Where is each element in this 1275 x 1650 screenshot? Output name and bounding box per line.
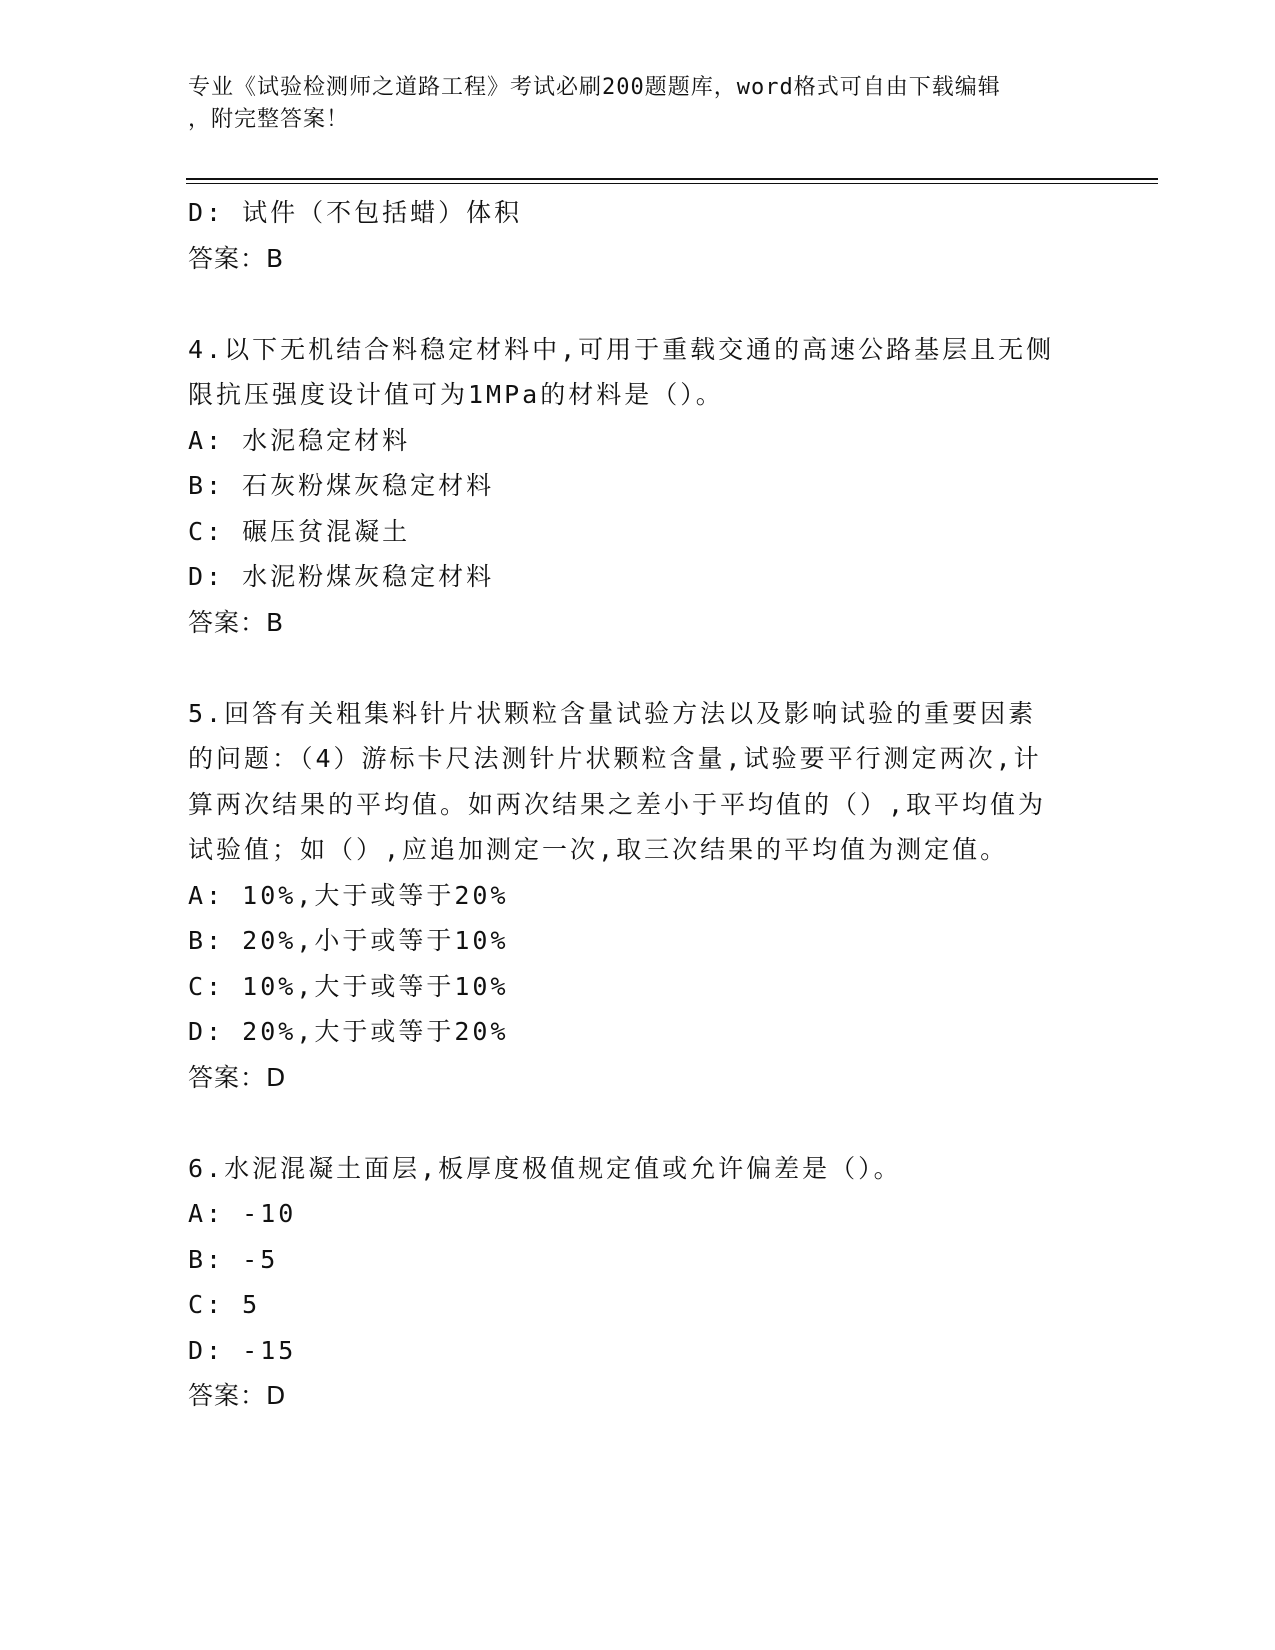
q4-option-b: B: 石灰粉煤灰稳定材料 bbox=[188, 471, 495, 500]
q4-text-line-2: 限抗压强度设计值可为1MPa的材料是（）。 bbox=[188, 380, 724, 409]
q5-option-c: C: 10%,大于或等于10% bbox=[188, 971, 509, 1001]
spacer bbox=[188, 645, 1088, 691]
header-divider-thin bbox=[186, 183, 1158, 184]
question-6 bbox=[188, 1146, 1088, 1419]
spacer bbox=[188, 281, 1088, 327]
header-divider-thick bbox=[186, 178, 1158, 180]
q4-answer: 答案：B bbox=[188, 607, 285, 637]
q6-option-c: C: 5 bbox=[188, 1290, 261, 1319]
q4-text-line-1: 4.以下无机结合料稳定材料中,可用于重载交通的高速公路基层且无侧 bbox=[188, 334, 1055, 364]
question-3-tail bbox=[188, 190, 1088, 281]
q6-option-d: D: -15 bbox=[188, 1335, 297, 1365]
q6-answer: 答案：D bbox=[188, 1381, 287, 1410]
q5-text-line-3: 算两次结果的平均值。如两次结果之差小于平均值的（）,取平均值为 bbox=[188, 789, 1047, 819]
question-4 bbox=[188, 327, 1088, 646]
q6-text-line-1: 6.水泥混凝土面层,板厚度极值规定值或允许偏差是（）。 bbox=[188, 1153, 902, 1183]
q5-answer: 答案：D bbox=[188, 1062, 287, 1092]
document-header bbox=[188, 72, 1078, 136]
q5-text-line-1: 5.回答有关粗集料针片状颗粒含量试验方法以及影响试验的重要因素 bbox=[188, 698, 1037, 728]
q6-option-b: B: -5 bbox=[188, 1244, 279, 1274]
q3-option-d: D: 试件（不包括蜡）体积 bbox=[188, 198, 523, 227]
q5-text-line-2: 的问题：（4）游标卡尺法测针片状颗粒含量,试验要平行测定两次,计 bbox=[188, 744, 1042, 773]
q5-text-line-4: 试验值；如（）,应追加测定一次,取三次结果的平均值为测定值。 bbox=[188, 835, 1009, 864]
q5-option-a: A: 10%,大于或等于20% bbox=[188, 880, 509, 910]
header-line-1: 专业《试验检测师之道路工程》考试必刷200题题库，word格式可自由下载编辑 bbox=[188, 75, 1001, 100]
q4-option-a: A: 水泥稳定材料 bbox=[188, 425, 411, 455]
q3-answer: 答案：B bbox=[188, 243, 285, 273]
header-line-2: ，附完整答案！ bbox=[188, 107, 350, 132]
spacer bbox=[188, 1100, 1088, 1146]
q4-option-d: D: 水泥粉煤灰稳定材料 bbox=[188, 562, 495, 591]
q6-option-a: A: -10 bbox=[188, 1199, 297, 1228]
question-5 bbox=[188, 691, 1088, 1101]
q5-option-b: B: 20%,小于或等于10% bbox=[188, 926, 509, 955]
question-list bbox=[188, 190, 1088, 1419]
q4-option-c: C: 碾压贫混凝土 bbox=[188, 516, 411, 546]
q5-option-d: D: 20%,大于或等于20% bbox=[188, 1017, 509, 1046]
